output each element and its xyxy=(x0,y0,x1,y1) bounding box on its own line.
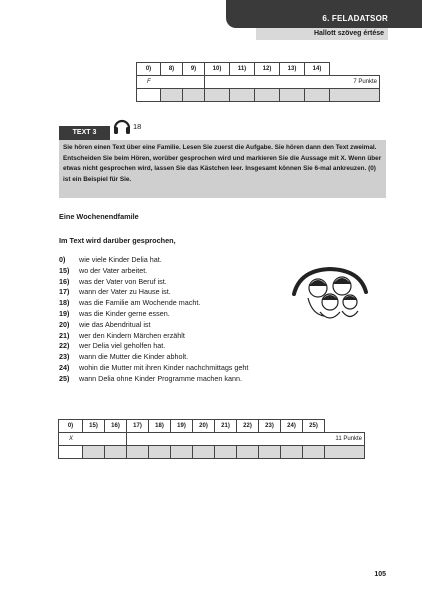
text-label: TEXT 3 xyxy=(59,126,110,140)
col-header: 12) xyxy=(255,63,280,76)
section-subtitle: Hallott szöveg értése xyxy=(256,28,388,40)
answer-cell[interactable] xyxy=(255,89,280,102)
col-header: 18) xyxy=(149,420,171,433)
col-header: 25) xyxy=(303,420,325,433)
list-item: 24) wohin die Mutter mit ihren Kinder nachchmittags geht xyxy=(59,362,249,372)
statement-list xyxy=(59,255,299,385)
answer-cell[interactable] xyxy=(230,89,255,102)
answer-cell[interactable] xyxy=(59,446,83,459)
answer-cell[interactable] xyxy=(305,89,330,102)
answer-cell[interactable] xyxy=(105,446,127,459)
answer-cell[interactable] xyxy=(161,89,183,102)
list-item: 18) was die Familie am Wochende macht. xyxy=(59,298,201,308)
answer-cell[interactable] xyxy=(280,89,305,102)
answer-cell[interactable] xyxy=(127,446,149,459)
col-header: 0) xyxy=(137,63,161,76)
col-header: 24) xyxy=(281,420,303,433)
answer-cell[interactable] xyxy=(83,446,105,459)
col-header: 16) xyxy=(105,420,127,433)
answer-cell[interactable] xyxy=(259,446,281,459)
answer-cell[interactable] xyxy=(193,446,215,459)
col-header: 13) xyxy=(280,63,305,76)
col-header: 17) xyxy=(127,420,149,433)
list-item: 17) wann der Vater zu Hause ist. xyxy=(59,287,171,297)
answer-table-bottom xyxy=(58,419,365,459)
answer-cell[interactable] xyxy=(237,446,259,459)
col-header: 14) xyxy=(305,63,330,76)
col-header: 20) xyxy=(193,420,215,433)
answer-cell[interactable] xyxy=(183,89,205,102)
list-item: 15) wo der Vater arbeitet. xyxy=(59,265,148,275)
page-number: 105 xyxy=(374,571,386,578)
section-title: 6. FELADATSOR xyxy=(322,14,388,23)
answer-cell[interactable] xyxy=(215,446,237,459)
instructions-box: Sie hören einen Text über eine Familie. Lesen Sie zuerst die Aufgabe. Sie hören dann den Text zweimal. Entscheiden Sie beim Hören, worüber gesprochen wird und markieren Sie die Aussage mit X. Wenn über etwas nicht gesprochen wird, lassen Sie das Kästchen leer. Insgesamt können Sie 6-mal ankreuzen. (0) ist ein Beispiel für Sie. xyxy=(59,140,386,198)
task-subheading: Im Text wird darüber gesprochen, xyxy=(59,236,176,245)
answer-cell[interactable] xyxy=(303,446,325,459)
col-header: 10) xyxy=(205,63,230,76)
points-label: 11 Punkte xyxy=(325,433,365,446)
list-item: 0) wie viele Kinder Delia hat. xyxy=(59,255,162,264)
points-label: 7 Punkte xyxy=(330,76,380,89)
col-header: 15) xyxy=(83,420,105,433)
answer-cell[interactable] xyxy=(171,446,193,459)
col-header: 11) xyxy=(230,63,255,76)
col-header: 8) xyxy=(161,63,183,76)
list-item: 20) wie das Abendritual ist xyxy=(59,319,151,329)
headphone-icon xyxy=(112,116,132,136)
col-header: 21) xyxy=(215,420,237,433)
example-answer: X xyxy=(59,433,127,446)
answer-cell[interactable] xyxy=(205,89,230,102)
answer-cell[interactable] xyxy=(281,446,303,459)
list-item: 22) wer Delia viel geholfen hat. xyxy=(59,341,166,351)
col-header: 22) xyxy=(237,420,259,433)
answer-table-top xyxy=(136,62,380,102)
col-header: 9) xyxy=(183,63,205,76)
col-header: 0) xyxy=(59,420,83,433)
family-illustration xyxy=(290,264,370,324)
header-tab xyxy=(226,0,422,28)
list-item: 25) wann Delia ohne Kinder Programme machen kann. xyxy=(59,373,243,383)
answer-cell[interactable] xyxy=(137,89,161,102)
score-cell[interactable] xyxy=(325,446,365,459)
list-item: 23) wann die Mutter die Kinder abholt. xyxy=(59,352,189,362)
score-cell[interactable] xyxy=(330,89,380,102)
list-item: 16) was der Vater von Beruf ist. xyxy=(59,276,167,286)
col-header: 19) xyxy=(171,420,193,433)
example-answer: F xyxy=(137,76,205,89)
col-header: 23) xyxy=(259,420,281,433)
text-heading: Eine Wochenendfamile xyxy=(59,212,139,221)
track-number: 18 xyxy=(133,122,142,131)
answer-cell[interactable] xyxy=(149,446,171,459)
list-item: 19) was die Kinder gerne essen. xyxy=(59,308,170,318)
list-item: 21) wer den Kindern Märchen erzählt xyxy=(59,330,185,340)
